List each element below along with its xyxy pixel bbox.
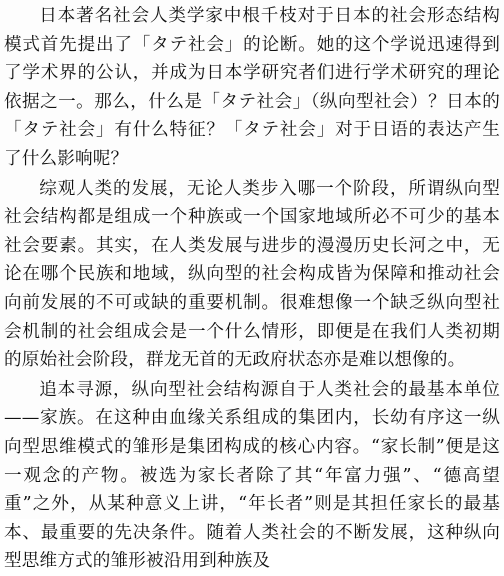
paragraph-3: 追本寻源，纵向型社会结构源自于人类社会的最基本单位——家族。在这种由血缘关系组成的集团内，长幼有序这一纵向型思维模式的雏形是集团构成的核心内容。“家长制”便是这一观念的产物。被选为家长者除了其“年富力强”、“德高望重”之外，从某种意义上讲，“年长者”则是其担任家长的最基本、最重要的先决条件。随着人类社会的不断发展，这种纵向型思维方式的雏形被沿用到种族及 bbox=[4, 379, 500, 572]
paragraph-1: 日本著名社会人类学家中根千枝对于日本的社会形态结构模式首先提出了「タテ社会」的论断。她的这个学说迅速得到了学术界的公认，并成为日本学研究者们进行学术研究的理论依据之一。那么，什么是「タテ社会」（纵向型社会）？日本的「タテ社会」有什么特征？「タテ社会」对于日语的表达产生了什么影响呢？ bbox=[4, 6, 500, 169]
paragraph-2: 综观人类的发展，无论人类步入哪一个阶段，所谓纵向型社会结构都是组成一个种族或一个国家地域所必不可少的基本社会要素。其实，在人类发展与进步的漫漫历史长河之中，无论在哪个民族和地域，纵向型的社会构成皆为保障和推动社会向前发展的不可或缺的重要机制。很难想像一个缺乏纵向型社会机制的社会组成会是一个什么情形，即便是在我们人类初期的原始社会阶段，群龙无首的无政府状态亦是难以想像的。 bbox=[4, 178, 500, 371]
body-text bbox=[4, 2, 500, 576]
